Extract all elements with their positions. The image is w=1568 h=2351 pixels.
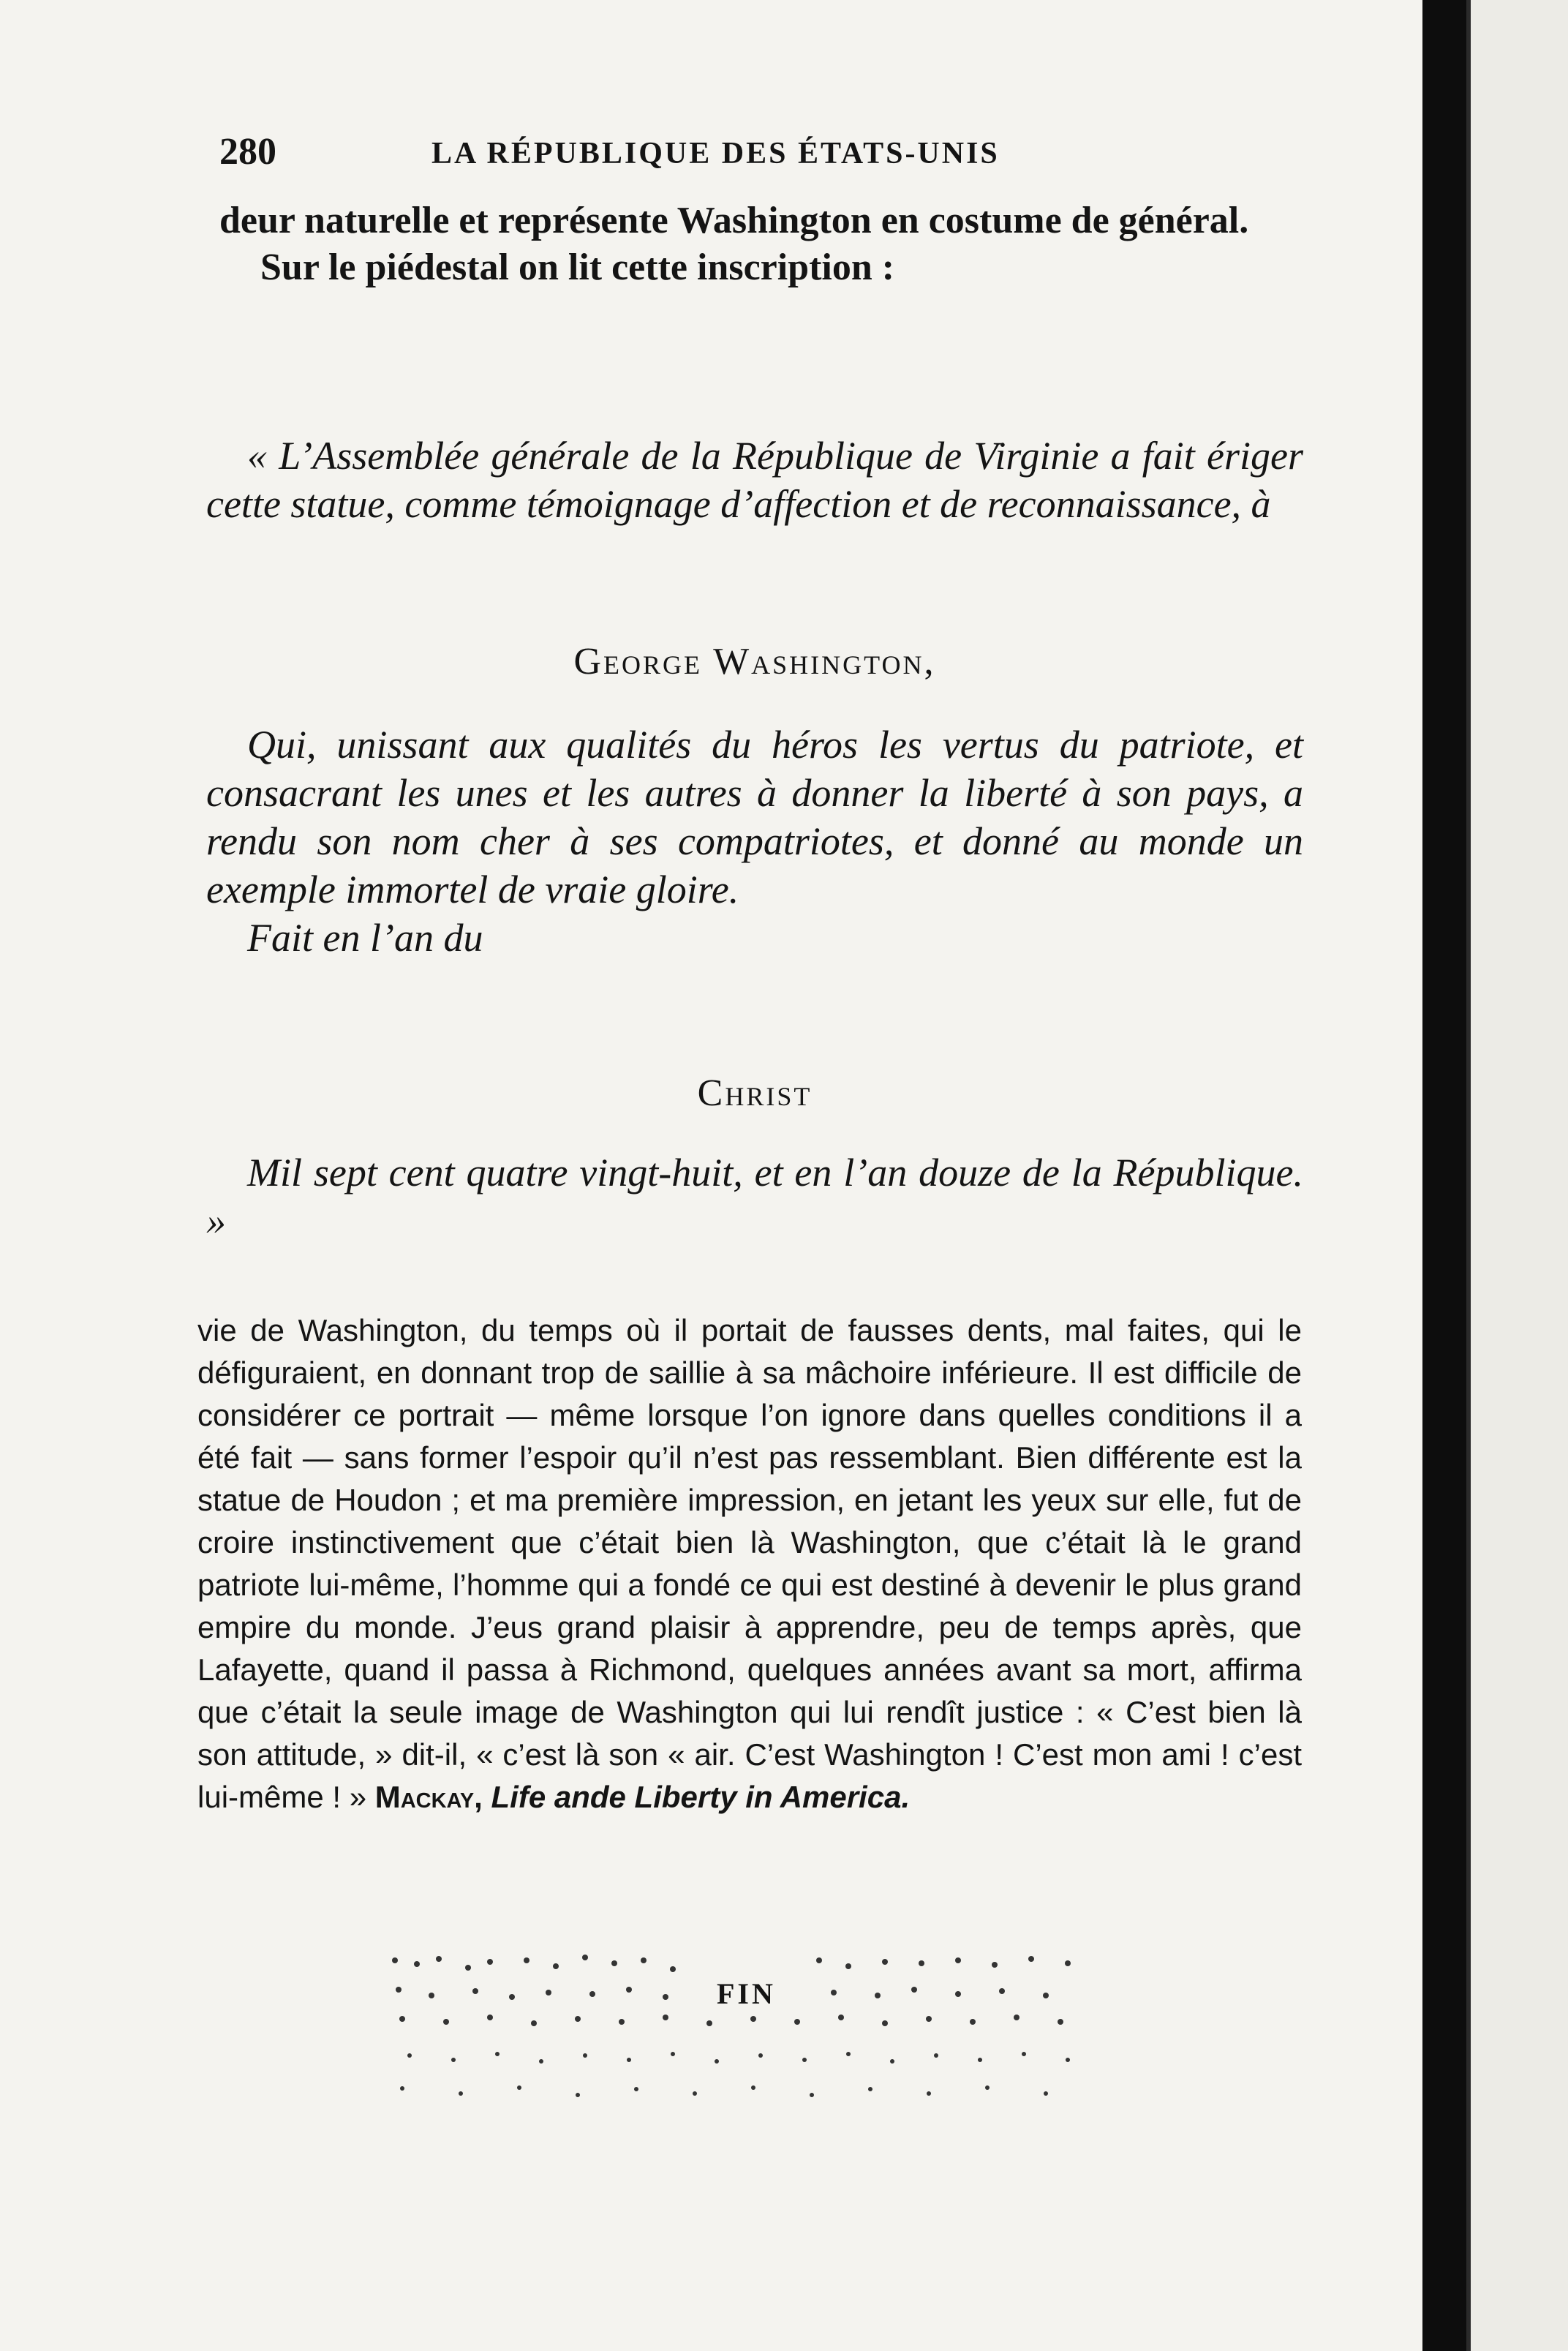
next-page-sliver	[1466, 0, 1568, 2351]
inscription-paragraph: « L’Assemblée générale de la République de Virginie a fait ériger cette statue, comme témoignage d’affection et de reconnaissance, à	[206, 434, 1303, 526]
inscription-opening	[206, 432, 1303, 528]
body-text	[219, 198, 1309, 291]
running-head: LA RÉPUBLIQUE DES ÉTATS-UNIS	[431, 137, 1000, 170]
footnote-author: Mackay,	[374, 1780, 483, 1814]
fin-ornament	[380, 1931, 1112, 2121]
footnote-source: Life ande Liberty in America.	[491, 1780, 911, 1814]
inscription-name: George Washington,	[573, 641, 936, 682]
inscription-paragraph: Mil sept cent quatre vingt-huit, et en l’an douze de la République. »	[206, 1151, 1303, 1243]
page-header	[219, 130, 1309, 181]
inscription-paragraph: Fait en l’an du	[247, 916, 483, 960]
dotted-ornament	[380, 1931, 1112, 2121]
footnote-text	[197, 1309, 1302, 1818]
footnote-body: vie de Washington, du temps où il portait de fausses dents, mal faites, qui le défiguraient, en donnant trop de saillie à sa mâchoire inférieure. Il est difficile de considérer ce portrait — même lorsque l’on ignore dans quelles conditions il a été fait — sans former l’espoir qu’il n’est pas ressemblant. Bien différente est la statue de Houdon ; et ma première impression, en jetant les yeux sur elle, fut de croire instinctivement que c’était bien là Washington, que c’était là le grand patriote lui-même, l’homme qui a fondé ce qui est destiné à devenir le plus grand empire du monde. J’eus grand plaisir à apprendre, peu de temps après, que Lafayette, quand il passa à Richmond, quelques années avant sa mort, affirma que c’était la seule image de Washington qui lui rendît justice : « C’est bien là son attitude, » dit-il, « c’est là son « air. C’est Washington ! C’est mon ami ! c’est lui-même ! »	[197, 1313, 1302, 1814]
inscription-body	[206, 721, 1303, 962]
fin-label: FIN	[717, 1977, 776, 2010]
inscription-closing	[206, 1148, 1303, 1245]
inscription-paragraph: Qui, unissant aux qualités du héros les vertus du patriote, et consacrant les unes et les autres à donner la liberté à son pays, a rendu son nom cher à ses compatriotes, et donné au monde un exemple immortel de vraie gloire.	[206, 723, 1303, 911]
page-number: 280	[219, 131, 276, 173]
footnote	[197, 1309, 1302, 1818]
body-paragraph: deur naturelle et représente Washington en costume de général.	[219, 200, 1249, 241]
adjacent-page-edge	[1422, 0, 1568, 2351]
body-paragraph: Sur le piédestal on lit cette inscription :	[260, 247, 895, 288]
inscription-christ: Christ	[697, 1072, 813, 1114]
